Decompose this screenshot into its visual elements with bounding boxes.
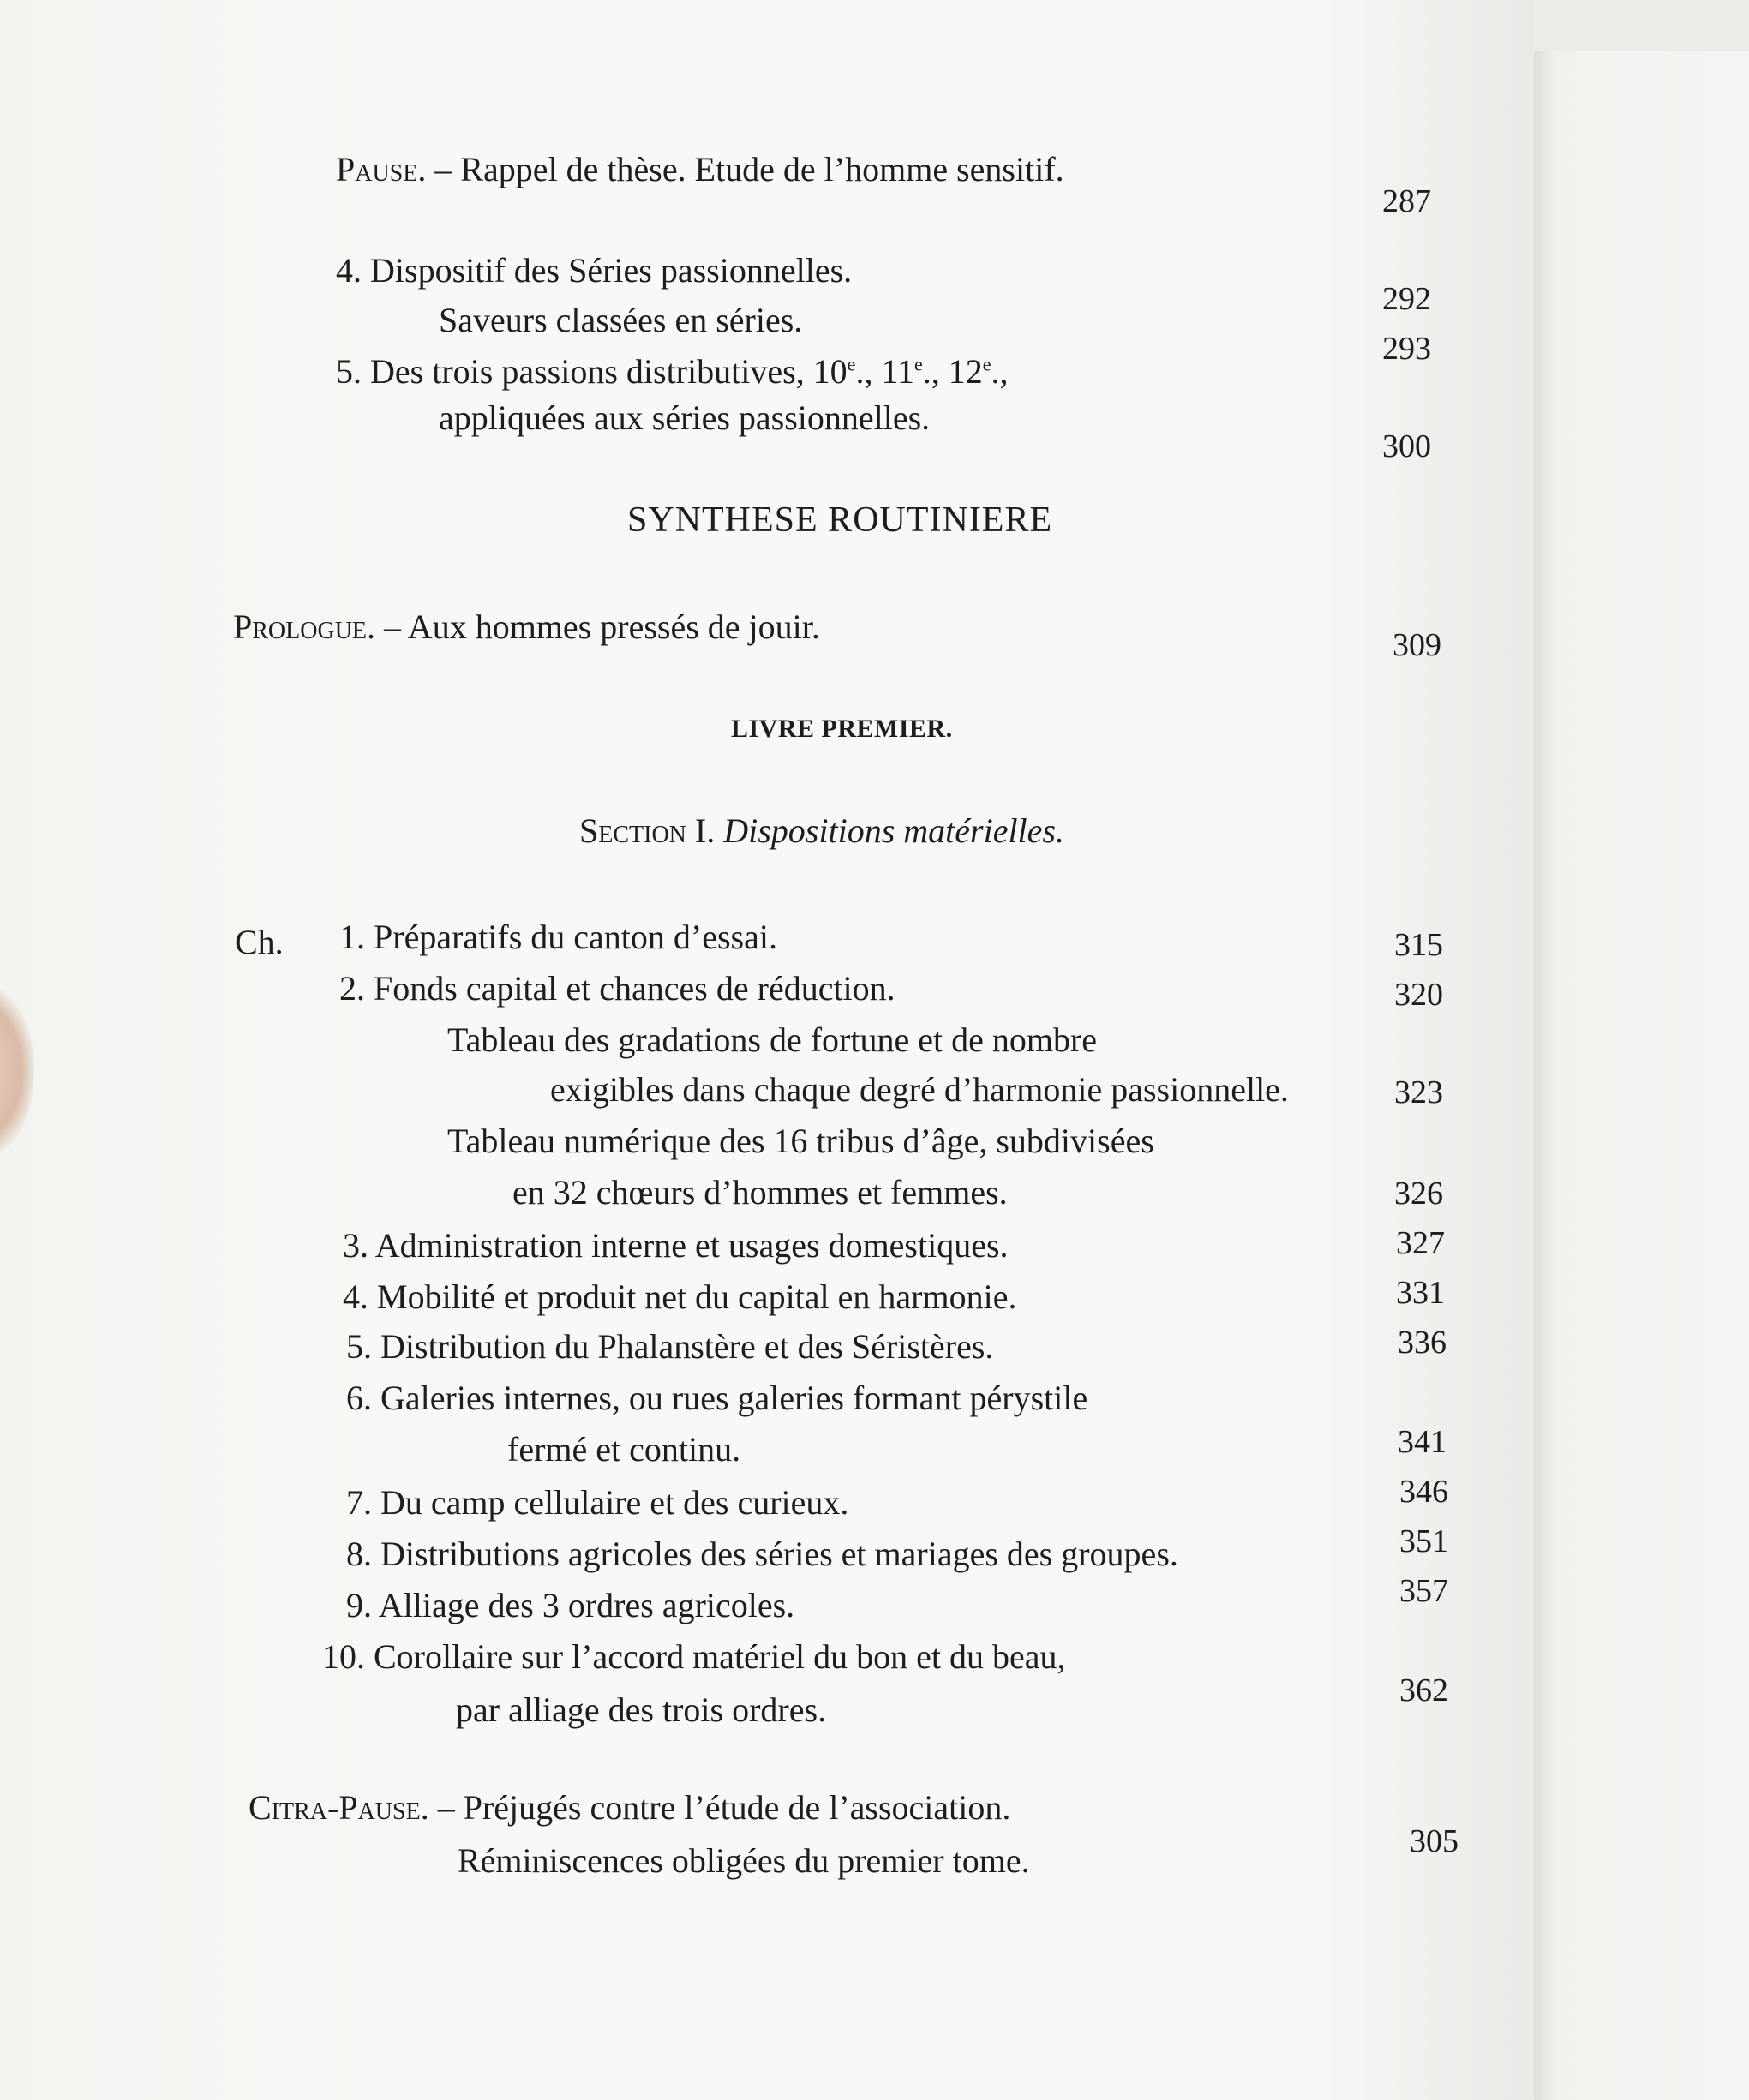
- entry-5b-page-number: 300: [1382, 428, 1431, 464]
- entry-5-text-mid2: ., 12: [922, 352, 983, 391]
- tableau-2-page-number: 326: [1394, 1176, 1443, 1212]
- entry-4-page-number: 292: [1382, 281, 1431, 317]
- tableau-1-page-number: 323: [1394, 1074, 1443, 1110]
- entry-5: [336, 352, 1009, 391]
- next-page-edge: [1534, 51, 1749, 2100]
- chapter-9-page-number: 357: [1399, 1573, 1448, 1609]
- prologue-page-number: 309: [1393, 627, 1441, 663]
- entry-4: 4. Dispositif des Séries passionnelles.: [336, 251, 853, 290]
- livre-heading: LIVRE PREMIER.: [731, 715, 953, 743]
- entry-4b: Saveurs classées en séries.: [439, 301, 803, 339]
- tableau-2-line-1: Tableau numérique des 16 tribus d’âge, subdivisées: [447, 1122, 1154, 1160]
- chapter-1-page-number: 315: [1394, 927, 1443, 963]
- citra-pause-page-number: 305: [1410, 1823, 1458, 1859]
- pause-label: Pause.: [336, 150, 427, 188]
- chapter-8-page-number: 351: [1399, 1523, 1448, 1559]
- chapter-6-line-1: 6. Galeries internes, ou rues galeries formant pérystile: [346, 1379, 1088, 1417]
- chapter-3: 3. Administration interne et usages domestiques.: [343, 1226, 1009, 1265]
- chapter-5: 5. Distribution du Phalanstère et des Séristères.: [346, 1327, 994, 1366]
- entry-5-sup-2: e: [913, 353, 923, 375]
- citra-pause-label: Citra-Pause.: [249, 1788, 429, 1827]
- chapter-2: 2. Fonds capital et chances de réduction.: [339, 969, 895, 1008]
- tableau-1-line-1: Tableau des gradations de fortune et de nombre: [447, 1020, 1098, 1059]
- entry-5-text-mid1: ., 11: [855, 352, 914, 391]
- chapter-10-page-number: 362: [1399, 1672, 1448, 1708]
- chapter-label: Ch.: [235, 923, 284, 961]
- citra-pause-text: – Préjugés contre l’étude de l’association.: [428, 1788, 1011, 1827]
- section-label: Section I.: [579, 811, 716, 850]
- chapter-4: 4. Mobilité et produit net du capital en harmonie.: [343, 1277, 1017, 1316]
- entry-5-sup-3: e: [982, 353, 991, 375]
- section-title: [579, 811, 1064, 850]
- chapter-6-line-2: fermé et continu.: [507, 1430, 741, 1469]
- chapter-1: 1. Préparatifs du canton d’essai.: [339, 918, 777, 956]
- citra-pause-entry: [249, 1788, 1011, 1827]
- chapter-6-page-number: 341: [1398, 1424, 1447, 1460]
- citra-pause-line-2: Réminiscences obligées du premier tome.: [458, 1841, 1030, 1880]
- pause-text: – Rappel de thèse. Etude de l’homme sensitif.: [426, 150, 1064, 188]
- chapter-7-page-number: 346: [1399, 1474, 1448, 1510]
- tableau-2-line-2: en 32 chœurs d’hommes et femmes.: [512, 1173, 1008, 1212]
- entry-5-text-pre: 5. Des trois passions distributives, 10: [336, 352, 848, 391]
- chapter-5-page-number: 336: [1398, 1325, 1447, 1361]
- prologue-text: – Aux hommes pressés de jouir.: [375, 607, 820, 646]
- chapter-10-line-1: 10. Corollaire sur l’accord matériel du bon et du beau,: [322, 1637, 1066, 1676]
- pause-entry: [336, 150, 1064, 188]
- chapter-7: 7. Du camp cellulaire et des curieux.: [346, 1483, 849, 1522]
- section-heading: SYNTHESE ROUTINIERE: [627, 500, 1053, 540]
- chapter-9: 9. Alliage des 3 ordres agricoles.: [346, 1586, 795, 1624]
- chapter-4-page-number: 331: [1396, 1275, 1445, 1311]
- entry-5-sup-1: e: [847, 353, 856, 375]
- tableau-1-line-2: exigibles dans chaque degré d’harmonie passionnelle.: [550, 1070, 1289, 1109]
- entry-5b: appliquées aux séries passionnelles.: [439, 398, 931, 437]
- entry-4b-page-number: 293: [1382, 331, 1431, 367]
- chapter-3-page-number: 327: [1396, 1225, 1445, 1261]
- pause-page-number: 287: [1382, 183, 1431, 219]
- prologue-entry: [233, 607, 820, 646]
- chapter-2-page-number: 320: [1394, 977, 1443, 1013]
- entry-5-text-end: .,: [991, 352, 1009, 391]
- section-name: Dispositions matérielles.: [723, 811, 1064, 850]
- chapter-8: 8. Distributions agricoles des séries et mariages des groupes.: [346, 1535, 1178, 1573]
- chapter-10-line-2: par alliage des trois ordres.: [456, 1690, 827, 1729]
- prologue-label: Prologue.: [233, 607, 376, 646]
